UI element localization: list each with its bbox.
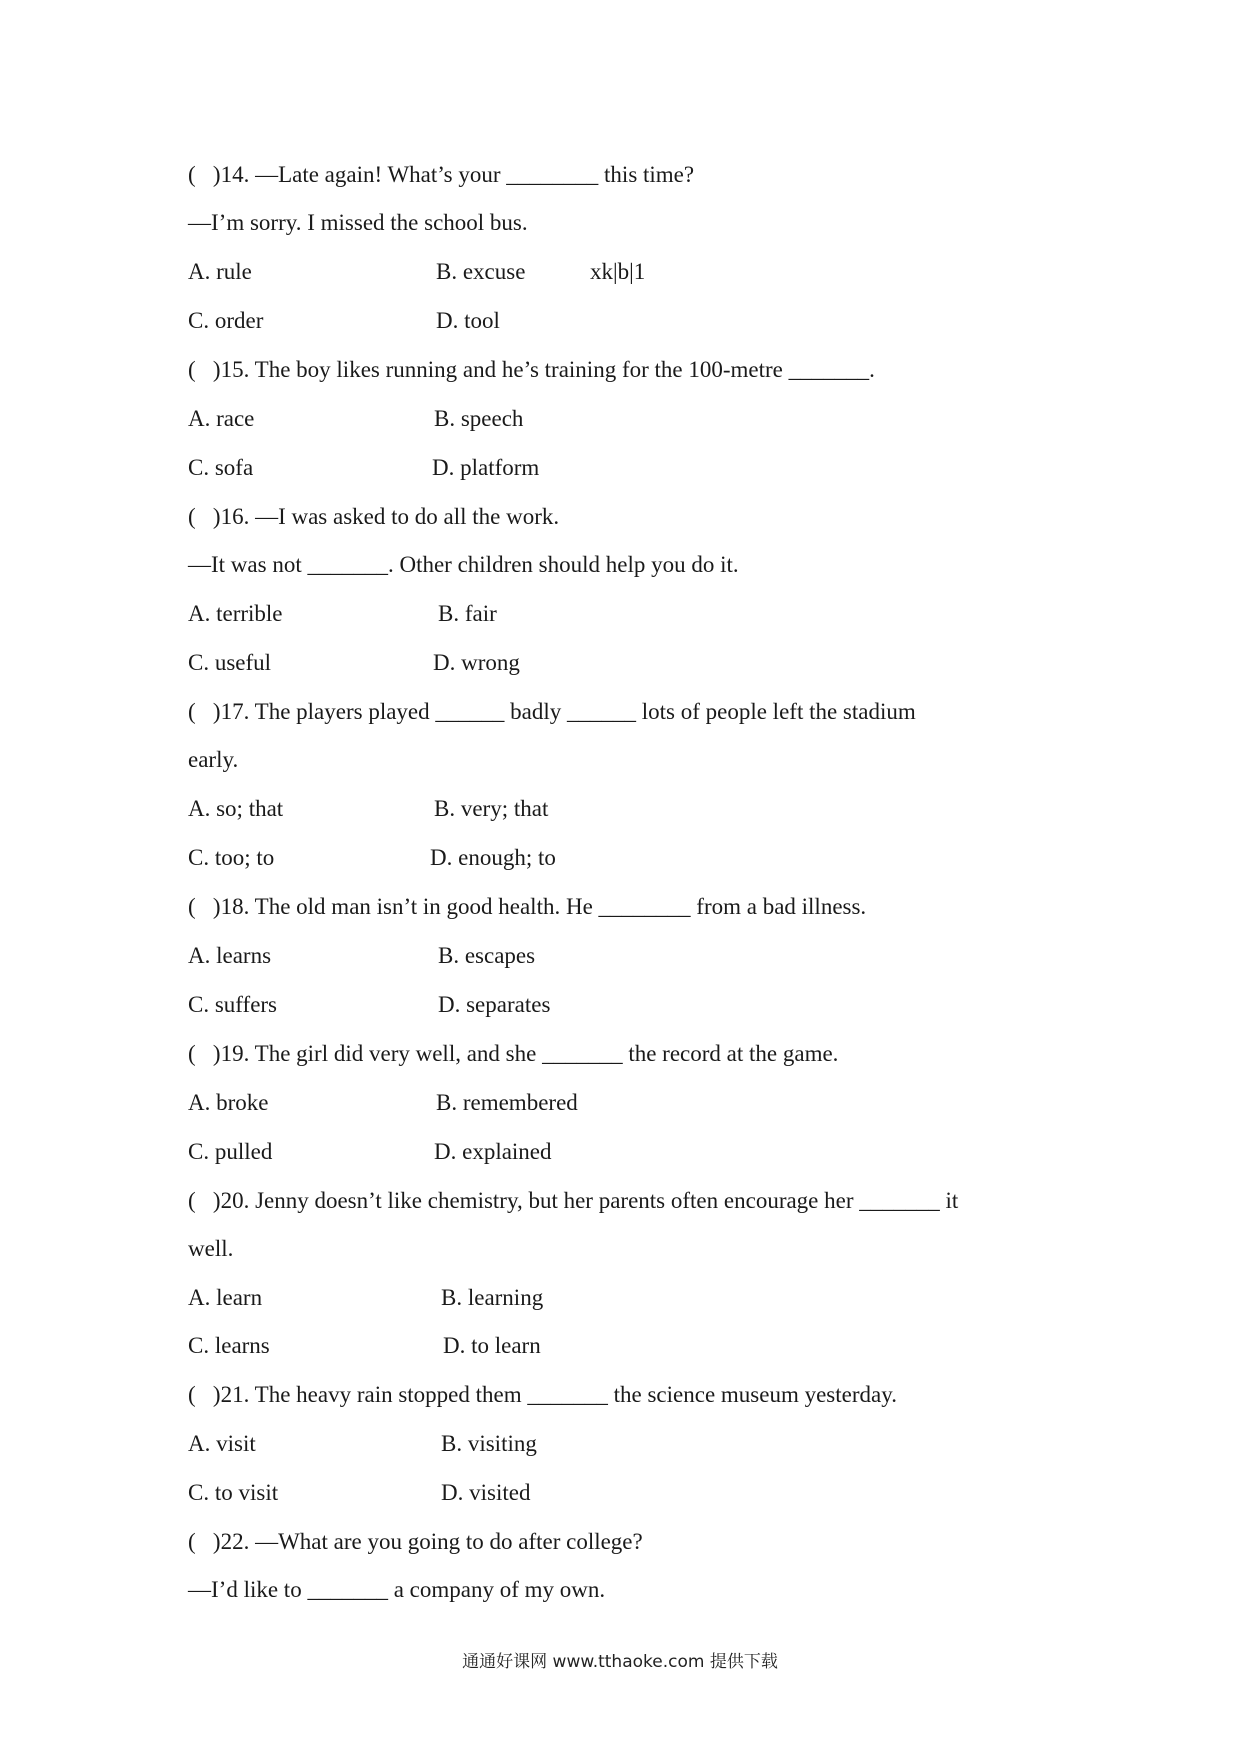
option-d: D. platform <box>432 455 540 480</box>
option-b: B. speech <box>434 406 524 431</box>
option-a: A. race <box>188 406 255 431</box>
question-17-stem-continued: early. <box>188 747 239 772</box>
option-a: A. so; that <box>188 796 284 821</box>
question-20-stem-continued: well. <box>188 1236 234 1261</box>
question-16-stem: ( )16. —I was asked to do all the work. <box>188 504 560 529</box>
option-d: D. enough; to <box>430 845 556 870</box>
question-22-stem: ( )22. —What are you going to do after college? <box>188 1529 643 1554</box>
option-b: B. very; that <box>434 796 549 821</box>
option-c: C. sofa <box>188 455 254 480</box>
question-14-dialogue: —I’m sorry. I missed the school bus. <box>188 210 528 235</box>
question-18-stem: ( )18. The old man isn’t in good health. He ________ from a bad illness. <box>188 894 867 919</box>
option-a: A. broke <box>188 1090 269 1115</box>
option-c: C. learns <box>188 1333 270 1358</box>
option-a: A. rule <box>188 259 252 284</box>
option-a: A. visit <box>188 1431 256 1456</box>
option-b: B. escapes <box>438 943 536 968</box>
question-19-stem: ( )19. The girl did very well, and she _______ the record at the game. <box>188 1041 839 1066</box>
option-b: B. fair <box>438 601 497 626</box>
option-c: C. to visit <box>188 1480 279 1505</box>
option-d: D. tool <box>436 308 500 333</box>
option-c: C. too; to <box>188 845 275 870</box>
question-21-stem: ( )21. The heavy rain stopped them _______ the science museum yesterday. <box>188 1382 897 1407</box>
option-a: A. learn <box>188 1285 263 1310</box>
option-c: C. useful <box>188 650 272 675</box>
option-a: A. terrible <box>188 601 283 626</box>
option-b: B. visiting <box>441 1431 537 1456</box>
page-footer: 通通好课网 www.tthaoke.com 提供下载 <box>462 1652 778 1672</box>
option-b: B. excuse <box>436 259 526 284</box>
option-d: D. explained <box>434 1139 552 1164</box>
question-15-stem: ( )15. The boy likes running and he’s training for the 100-metre _______. <box>188 357 875 382</box>
option-b: B. remembered <box>436 1090 578 1115</box>
question-17-stem: ( )17. The players played ______ badly ______ lots of people left the stadium <box>188 699 916 724</box>
option-c: C. pulled <box>188 1139 273 1164</box>
option-d: D. wrong <box>433 650 520 675</box>
option-b: B. learning <box>441 1285 544 1310</box>
question-20-stem: ( )20. Jenny doesn’t like chemistry, but her parents often encourage her _______ it <box>188 1188 959 1213</box>
watermark-note: xk|b|1 <box>590 259 646 284</box>
option-c: C. suffers <box>188 992 278 1017</box>
option-a: A. learns <box>188 943 272 968</box>
option-d: D. visited <box>441 1480 531 1505</box>
option-c: C. order <box>188 308 264 333</box>
question-14-stem: ( )14. —Late again! What’s your ________ this time? <box>188 162 695 187</box>
question-16-dialogue: —It was not _______. Other children should help you do it. <box>188 552 739 577</box>
question-22-dialogue: —I’d like to _______ a company of my own. <box>188 1577 606 1602</box>
option-d: D. to learn <box>443 1333 541 1358</box>
option-d: D. separates <box>438 992 551 1017</box>
